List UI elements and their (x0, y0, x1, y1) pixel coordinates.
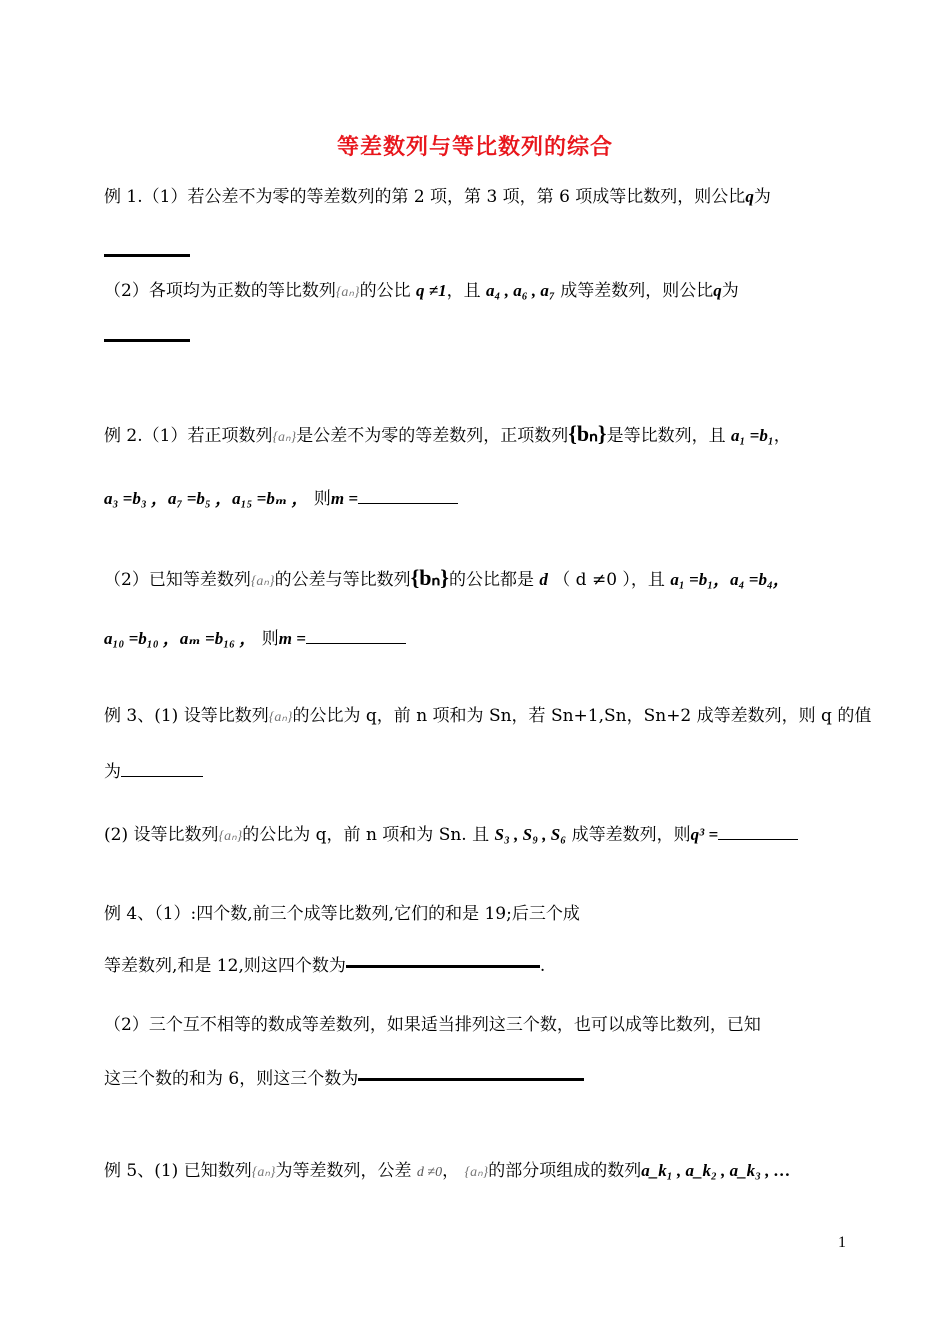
answer-blank-1 (104, 254, 190, 257)
example-2-part-2-row-2: a₁₀ =b₁₀ ，aₘ =b₁₆ ， 则m = (104, 628, 406, 650)
example-3-part-2: (2) 设等比数列{aₙ}的公比为 q，前 n 项和为 Sn. 且 S₃ , S₉ , S₆ 成等差数列，则q³ = (104, 824, 798, 848)
answer-blank-8 (358, 1078, 584, 1081)
example-2-part-2: （2）已知等差数列{aₙ}的公差与等比数列{bₙ}的公比都是 d （ d ≠0 ），且 a₁ =b₁，a₄ =b₄， (104, 565, 790, 590)
example-2-part-1: 例 2.（1）若正项数列{aₙ}是公差不为零的等差数列，正项数列{bₙ}是等比数列，且 a₁ =b₁， (104, 421, 791, 446)
example-2-part-1-row-2: a₃ =b₃ ，a₇ =b₅ ，a₁₅ =bₘ ， 则m = (104, 488, 458, 510)
example-3-part-1: 例 3、(1) 设等比数列{aₙ}的公比为 q，前 n 项和为 Sn，若 Sn+1,Sn，Sn+2 成等差数列，则 q 的值 (104, 706, 872, 726)
answer-blank-5 (121, 776, 203, 777)
example-3-part-1-row-2: 为 (104, 761, 203, 783)
sequence-an: {aₙ} (335, 285, 360, 300)
example-1-part-1: 例 1.（1）若公差不为零的等差数列的第 2 项，第 3 项，第 6 项成等比数列，则公比q为 (104, 187, 771, 207)
answer-blank-3 (358, 503, 458, 504)
example-1-part-2: （2）各项均为正数的等比数列{aₙ}的公比 q ≠1，且 a₄ , a₆ , a₇ 成等差数列，则公比q为 (104, 281, 739, 301)
example-4-part-2: （2）三个互不相等的数成等差数列，如果适当排列这三个数，也可以成等比数列，已知 (104, 1015, 761, 1035)
answer-blank-2 (104, 339, 190, 342)
example-4-part-2-row-2: 这三个数的和为 6，则这三个数为 (104, 1068, 584, 1090)
example-5-part-1: 例 5、(1) 已知数列{aₙ}为等差数列，公差 d ≠0， {aₙ}的部分项组成的数列a_k₁ , a_k₂ , a_k₃ , … (104, 1161, 791, 1181)
example-4-part-1: 例 4、（1）:四个数,前三个成等比数列,它们的和是 19;后三个成 (104, 904, 580, 924)
page-number: 1 (838, 1234, 846, 1251)
answer-blank-6 (718, 839, 798, 840)
example-4-part-1-row-2: 等差数列,和是 12,则这四个数为 . (104, 956, 546, 976)
page-title: 等差数列与等比数列的综合 (336, 134, 613, 160)
answer-blank-7 (346, 965, 540, 968)
answer-blank-4 (306, 643, 406, 644)
